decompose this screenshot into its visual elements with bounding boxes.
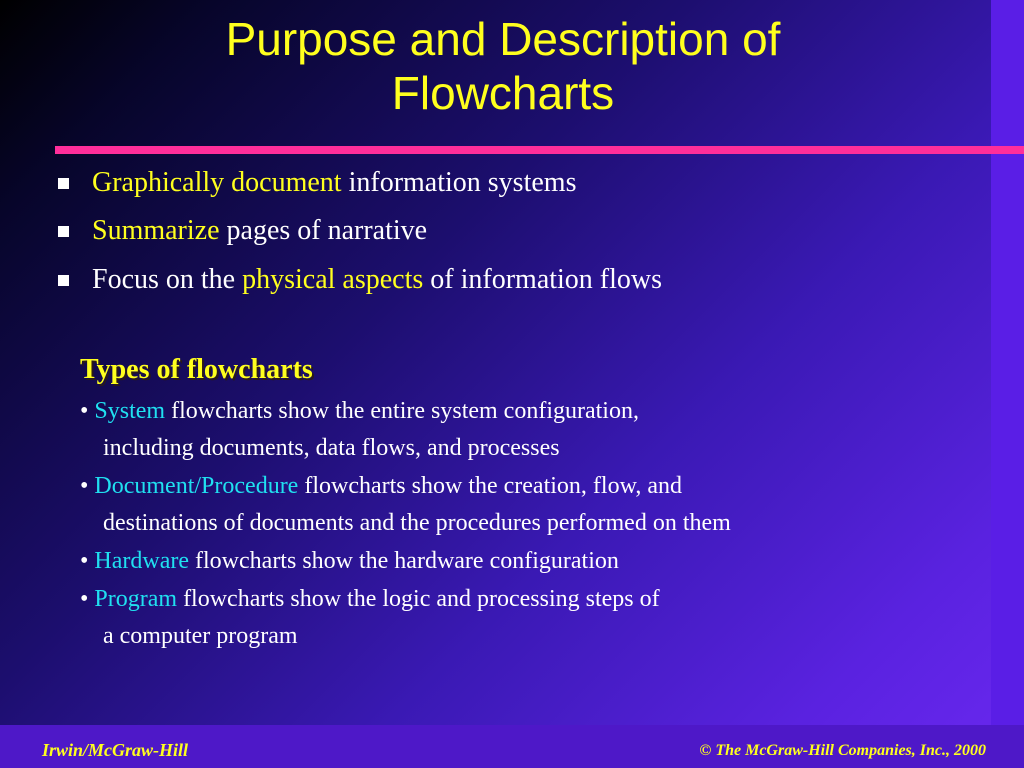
square-bullet-icon (58, 275, 69, 286)
type-term: Program (94, 586, 178, 612)
title-divider (55, 146, 1024, 154)
type-bullet: • (80, 586, 89, 612)
type-bullet: • (80, 548, 89, 574)
bullet-text: of information flows (423, 264, 663, 295)
type-term: Document/Procedure (94, 473, 299, 499)
types-heading: Types of flowcharts (80, 354, 313, 385)
type-desc: flowcharts show the hardware configuration (189, 548, 619, 574)
bullet-highlight: Summarize (92, 215, 220, 246)
type-item-hardware (80, 546, 619, 576)
type-desc-continued: including documents, data flows, and processes (103, 435, 560, 461)
type-item-document-procedure (80, 471, 682, 501)
type-desc-continued: destinations of documents and the procedures performed on them (103, 510, 731, 536)
title-line-1: Purpose and Description of (225, 13, 781, 65)
footer-publisher: Irwin/McGraw-Hill (42, 740, 189, 760)
slide-title (0, 12, 1006, 120)
type-desc: flowcharts show the creation, flow, and (298, 473, 683, 499)
type-desc: flowcharts show the logic and processing steps of (177, 586, 660, 612)
bullet-highlight: Graphically document (92, 167, 342, 198)
type-desc-continued: a computer program (103, 623, 298, 649)
bullet-highlight: physical aspects (242, 264, 424, 295)
bullet-text-prefix: Focus on the (92, 264, 243, 295)
footer-copyright: © The McGraw-Hill Companies, Inc., 2000 (699, 742, 986, 759)
type-item-program (80, 584, 660, 614)
type-term: Hardware (94, 548, 190, 574)
bullet-text: pages of narrative (219, 215, 428, 246)
type-term: System (94, 398, 166, 424)
bullet-text: information systems (341, 167, 577, 198)
type-item-system (80, 396, 639, 426)
type-desc: flowcharts show the entire system configuration, (165, 398, 639, 424)
square-bullet-icon (58, 226, 69, 237)
square-bullet-icon (58, 178, 69, 189)
type-bullet: • (80, 398, 89, 424)
type-bullet: • (80, 473, 89, 499)
title-line-2: Flowcharts (391, 67, 615, 119)
